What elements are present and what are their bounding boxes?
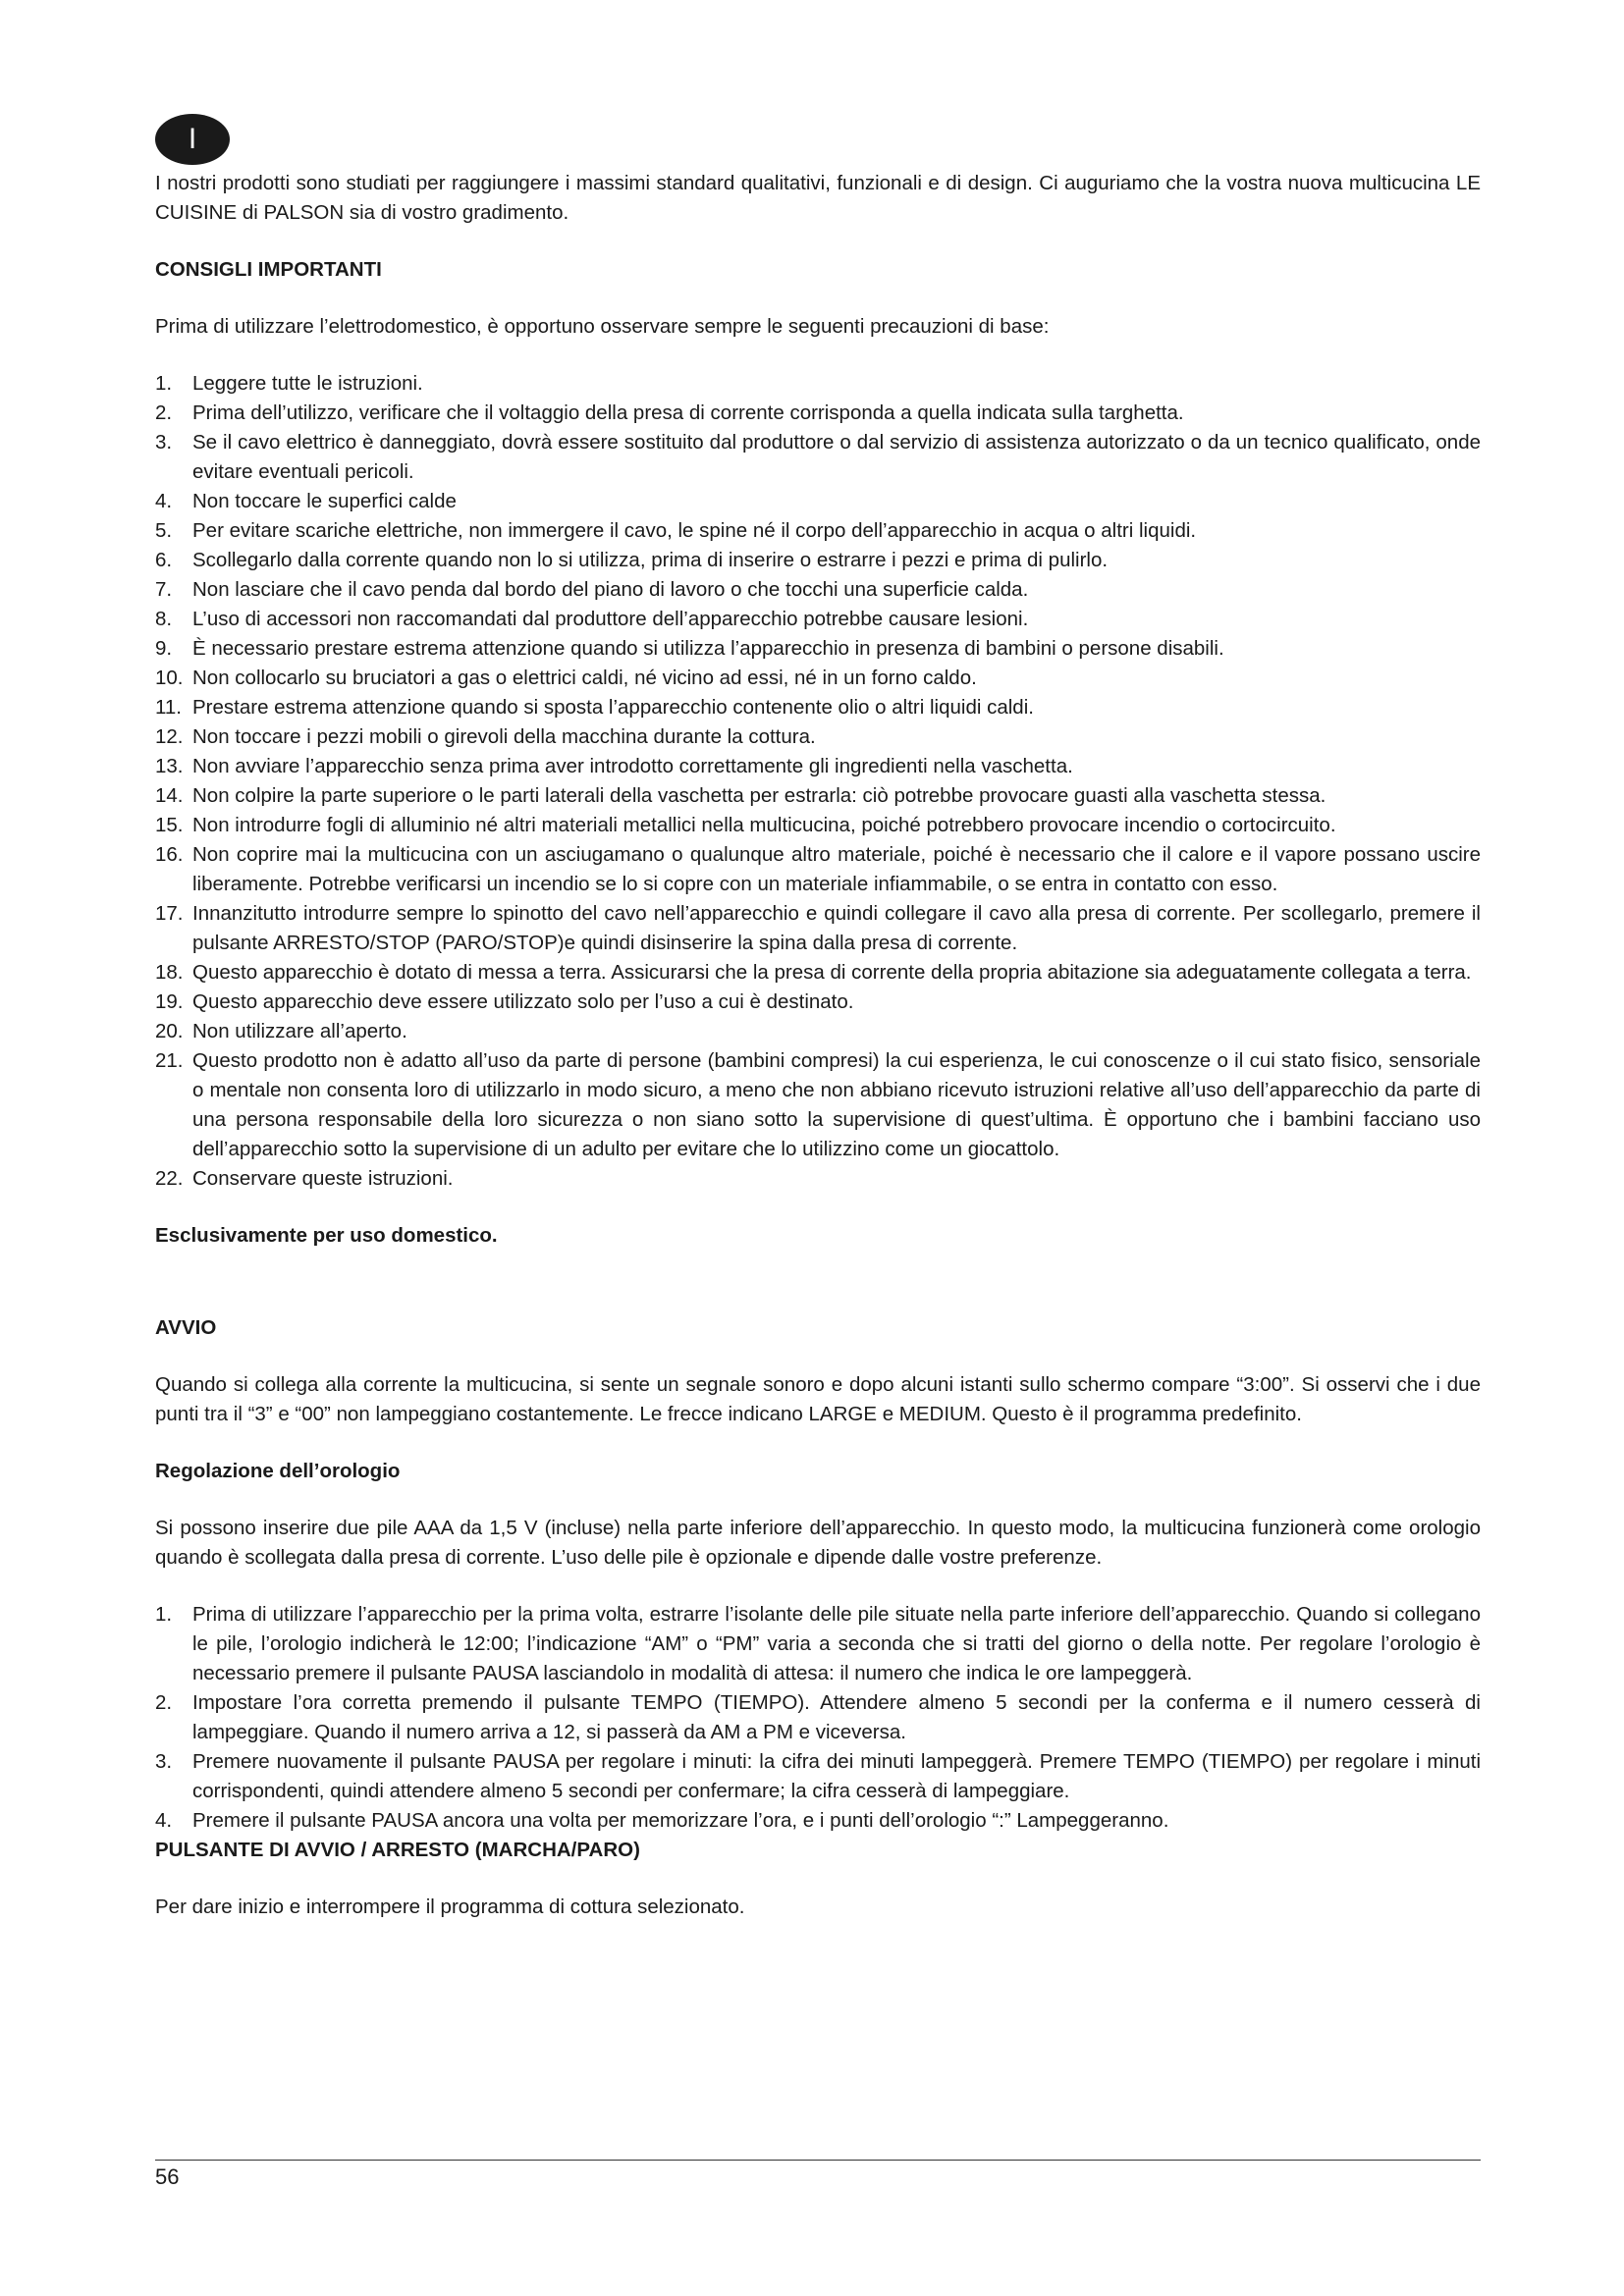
list-item [155, 752, 1481, 781]
list-item-text: Non lasciare che il cavo penda dal bordo del piano di lavoro o che tocchi una superficie calda. [192, 578, 1029, 601]
list-item-text: Prima dell’utilizzo, verificare che il voltaggio della presa di corrente corrisponda a quella indicata sulla targhetta. [192, 401, 1184, 424]
list-item-number: 4. [155, 490, 173, 512]
list-item [155, 1600, 1481, 1688]
consigli-heading: CONSIGLI IMPORTANTI [155, 258, 382, 281]
list-item-text: Questo apparecchio deve essere utilizzato solo per l’uso a cui è destinato. [192, 990, 854, 1013]
list-item-number: 1. [155, 372, 173, 395]
consigli-lead: Prima di utilizzare l’elettrodomestico, è opportuno osservare sempre le seguenti precauzioni di base: [155, 315, 1050, 338]
orologio-heading: Regolazione dell’orologio [155, 1460, 401, 1482]
list-item [155, 1806, 1481, 1836]
footer-divider [155, 2160, 1481, 2161]
list-item-text: Prima di utilizzare l’apparecchio per la prima volta, estrarre l’isolante delle pile situate nella parte inferiore dell’apparecchio. Quando si collegano le pile, l’orologio indicherà le 12:00; l’indicazione “AM” o “PM” varia a seconda che si tratti del giorno o della notte. Per regolare l’orologio è necessario premere il pulsante PAUSA lasciandolo in modalità di attesa: il numero che indica le ore lampeggerà. [192, 1603, 1481, 1684]
list-item [155, 1046, 1481, 1164]
list-item [155, 516, 1481, 546]
list-item-text: Prestare estrema attenzione quando si sposta l’apparecchio contenente olio o altri liquidi caldi. [192, 696, 1034, 719]
list-item-text: Non colpire la parte superiore o le parti laterali della vaschetta per estrarla: ciò potrebbe provocare guasti alla vaschetta stessa. [192, 784, 1326, 807]
list-item [155, 428, 1481, 487]
list-item-text: Non collocarlo su bruciatori a gas o elettrici caldi, né vicino ad essi, né in un forno caldo. [192, 667, 977, 689]
list-item-text: È necessario prestare estrema attenzione quando si utilizza l’apparecchio in presenza di bambini o persone disabili. [192, 637, 1224, 660]
list-item [155, 575, 1481, 605]
list-item-text: Leggere tutte le istruzioni. [192, 372, 423, 395]
list-item-number: 18. [155, 961, 184, 984]
list-item-text: Premere il pulsante PAUSA ancora una volta per memorizzare l’ora, e i punti dell’orologio “:” Lampeggeranno. [192, 1809, 1169, 1832]
list-item-number: 20. [155, 1020, 184, 1042]
list-item-number: 11. [155, 696, 182, 719]
list-item [155, 899, 1481, 958]
language-badge: I [155, 114, 230, 165]
list-item [155, 1747, 1481, 1806]
intro-paragraph: I nostri prodotti sono studiati per raggiungere i massimi standard qualitativi, funzionali e di design. Ci auguriamo che la vostra nuova multicucina LE CUISINE di PALSON sia di vostro gradimento. [155, 172, 1481, 224]
list-item-number: 13. [155, 755, 184, 777]
list-item-text: Questo prodotto non è adatto all’uso da parte di persone (bambini compresi) la cui esperienza, le cui conoscenze o il cui stato fisico, sensoriale o mentale non consenta loro di utilizzarlo in modo sicuro, a meno che non abbiano ricevuto istruzioni relative all’uso dell’apparecchio da parte di una persona responsabile della loro sicurezza o non siano sotto la supervisione di quest’ultima. È opportuno che i bambini facciano uso dell’apparecchio sotto la supervisione di un adulto per evitare che lo utilizzino come un giocattolo. [192, 1049, 1481, 1160]
list-item-number: 10. [155, 667, 184, 689]
list-item [155, 781, 1481, 811]
page-content [155, 169, 1481, 1922]
list-item-number: 17. [155, 902, 184, 925]
list-item-number: 6. [155, 549, 173, 571]
list-item-number: 12. [155, 725, 184, 748]
list-item [155, 693, 1481, 722]
list-item-number: 5. [155, 519, 173, 542]
list-item-number: 19. [155, 990, 184, 1013]
domestic-use-note: Esclusivamente per uso domestico. [155, 1224, 498, 1247]
list-item-text: Scollegarlo dalla corrente quando non lo si utilizza, prima di inserire o estrarre i pezzi e prima di pulirlo. [192, 549, 1109, 571]
list-item-text: Innanzitutto introdurre sempre lo spinotto del cavo nell’apparecchio e quindi collegare il cavo alla presa di corrente. Per scollegarlo, premere il pulsante ARRESTO/STOP (PARO/STOP)e quindi disinserire la spina dalla presa di corrente. [192, 902, 1481, 954]
list-item-text: Conservare queste istruzioni. [192, 1167, 454, 1190]
list-item-number: 4. [155, 1809, 173, 1832]
page-number: 56 [155, 2164, 180, 2189]
list-item-number: 2. [155, 1691, 173, 1714]
list-item [155, 1164, 1481, 1194]
list-item [155, 722, 1481, 752]
orologio-steps [155, 1600, 1481, 1836]
list-item-text: Questo apparecchio è dotato di messa a terra. Assicurarsi che la presa di corrente della propria abitazione sia adeguatamente collegata a terra. [192, 961, 1472, 984]
list-item-text: L’uso di accessori non raccomandati dal produttore dell’apparecchio potrebbe causare lesioni. [192, 608, 1029, 630]
list-item-number: 9. [155, 637, 173, 660]
list-item-text: Premere nuovamente il pulsante PAUSA per regolare i minuti: la cifra dei minuti lampeggerà. Premere TEMPO (TIEMPO) per regolare i minuti corrispondenti, quindi attendere almeno 5 secondi per confermare; la cifra cesserà di lampeggiare. [192, 1750, 1481, 1802]
pulsante-paragraph: Per dare inizio e interrompere il programma di cottura selezionato. [155, 1896, 745, 1918]
list-item-text: Non introdurre fogli di alluminio né altri materiali metallici nella multicucina, poiché potrebbero provocare incendio o cortocircuito. [192, 814, 1336, 836]
list-item [155, 605, 1481, 634]
list-item-text: Impostare l’ora corretta premendo il pulsante TEMPO (TIEMPO). Attendere almeno 5 secondi per la conferma e il numero cesserà di lampeggiare. Quando il numero arriva a 12, si passerà da AM a PM e viceversa. [192, 1691, 1481, 1743]
list-item-number: 21. [155, 1049, 184, 1072]
list-item-number: 3. [155, 431, 173, 454]
list-item-text: Non toccare le superfici calde [192, 490, 457, 512]
list-item-number: 15. [155, 814, 184, 836]
list-item-number: 3. [155, 1750, 173, 1773]
list-item [155, 811, 1481, 840]
list-item [155, 369, 1481, 399]
list-item [155, 664, 1481, 693]
list-item-text: Non avviare l’apparecchio senza prima aver introdotto correttamente gli ingredienti nella vaschetta. [192, 755, 1073, 777]
list-item-number: 22. [155, 1167, 184, 1190]
list-item-number: 7. [155, 578, 173, 601]
pulsante-heading: PULSANTE DI AVVIO / ARRESTO (MARCHA/PARO) [155, 1839, 640, 1861]
list-item [155, 546, 1481, 575]
list-item-text: Non coprire mai la multicucina con un asciugamano o qualunque altro materiale, poiché è necessario che il calore e il vapore possano uscire liberamente. Potrebbe verificarsi un incendio se lo si copre con un materiale infiammabile, o se entra in contatto con esso. [192, 843, 1481, 895]
list-item [155, 634, 1481, 664]
list-item [155, 1017, 1481, 1046]
list-item-text: Non utilizzare all’aperto. [192, 1020, 407, 1042]
list-item [155, 840, 1481, 899]
list-item-number: 8. [155, 608, 173, 630]
list-item [155, 988, 1481, 1017]
list-item-text: Non toccare i pezzi mobili o girevoli della macchina durante la cottura. [192, 725, 816, 748]
orologio-paragraph: Si possono inserire due pile AAA da 1,5 V (incluse) nella parte inferiore dell’apparecchio. In questo modo, la multicucina funzionerà come orologio quando è scollegata dalla presa di corrente. L’uso delle pile è opzionale e dipende dalle vostre preferenze. [155, 1517, 1481, 1569]
consigli-list [155, 369, 1481, 1194]
list-item [155, 958, 1481, 988]
list-item-number: 16. [155, 843, 184, 866]
avvio-paragraph: Quando si collega alla corrente la multicucina, si sente un segnale sonoro e dopo alcuni istanti sullo schermo compare “3:00”. Si osservi che i due punti tra il “3” e “00” non lampeggiano costantemente. Le frecce indicano LARGE e MEDIUM. Questo è il programma predefinito. [155, 1373, 1481, 1425]
list-item [155, 487, 1481, 516]
list-item [155, 1688, 1481, 1747]
list-item-number: 14. [155, 784, 184, 807]
list-item-text: Per evitare scariche elettriche, non immergere il cavo, le spine né il corpo dell’apparecchio in acqua o altri liquidi. [192, 519, 1197, 542]
avvio-heading: AVVIO [155, 1316, 217, 1339]
list-item-text: Se il cavo elettrico è danneggiato, dovrà essere sostituito dal produttore o dal servizio di assistenza autorizzato o da un tecnico qualificato, onde evitare eventuali pericoli. [192, 431, 1481, 483]
list-item-number: 1. [155, 1603, 173, 1626]
list-item [155, 399, 1481, 428]
list-item-number: 2. [155, 401, 173, 424]
